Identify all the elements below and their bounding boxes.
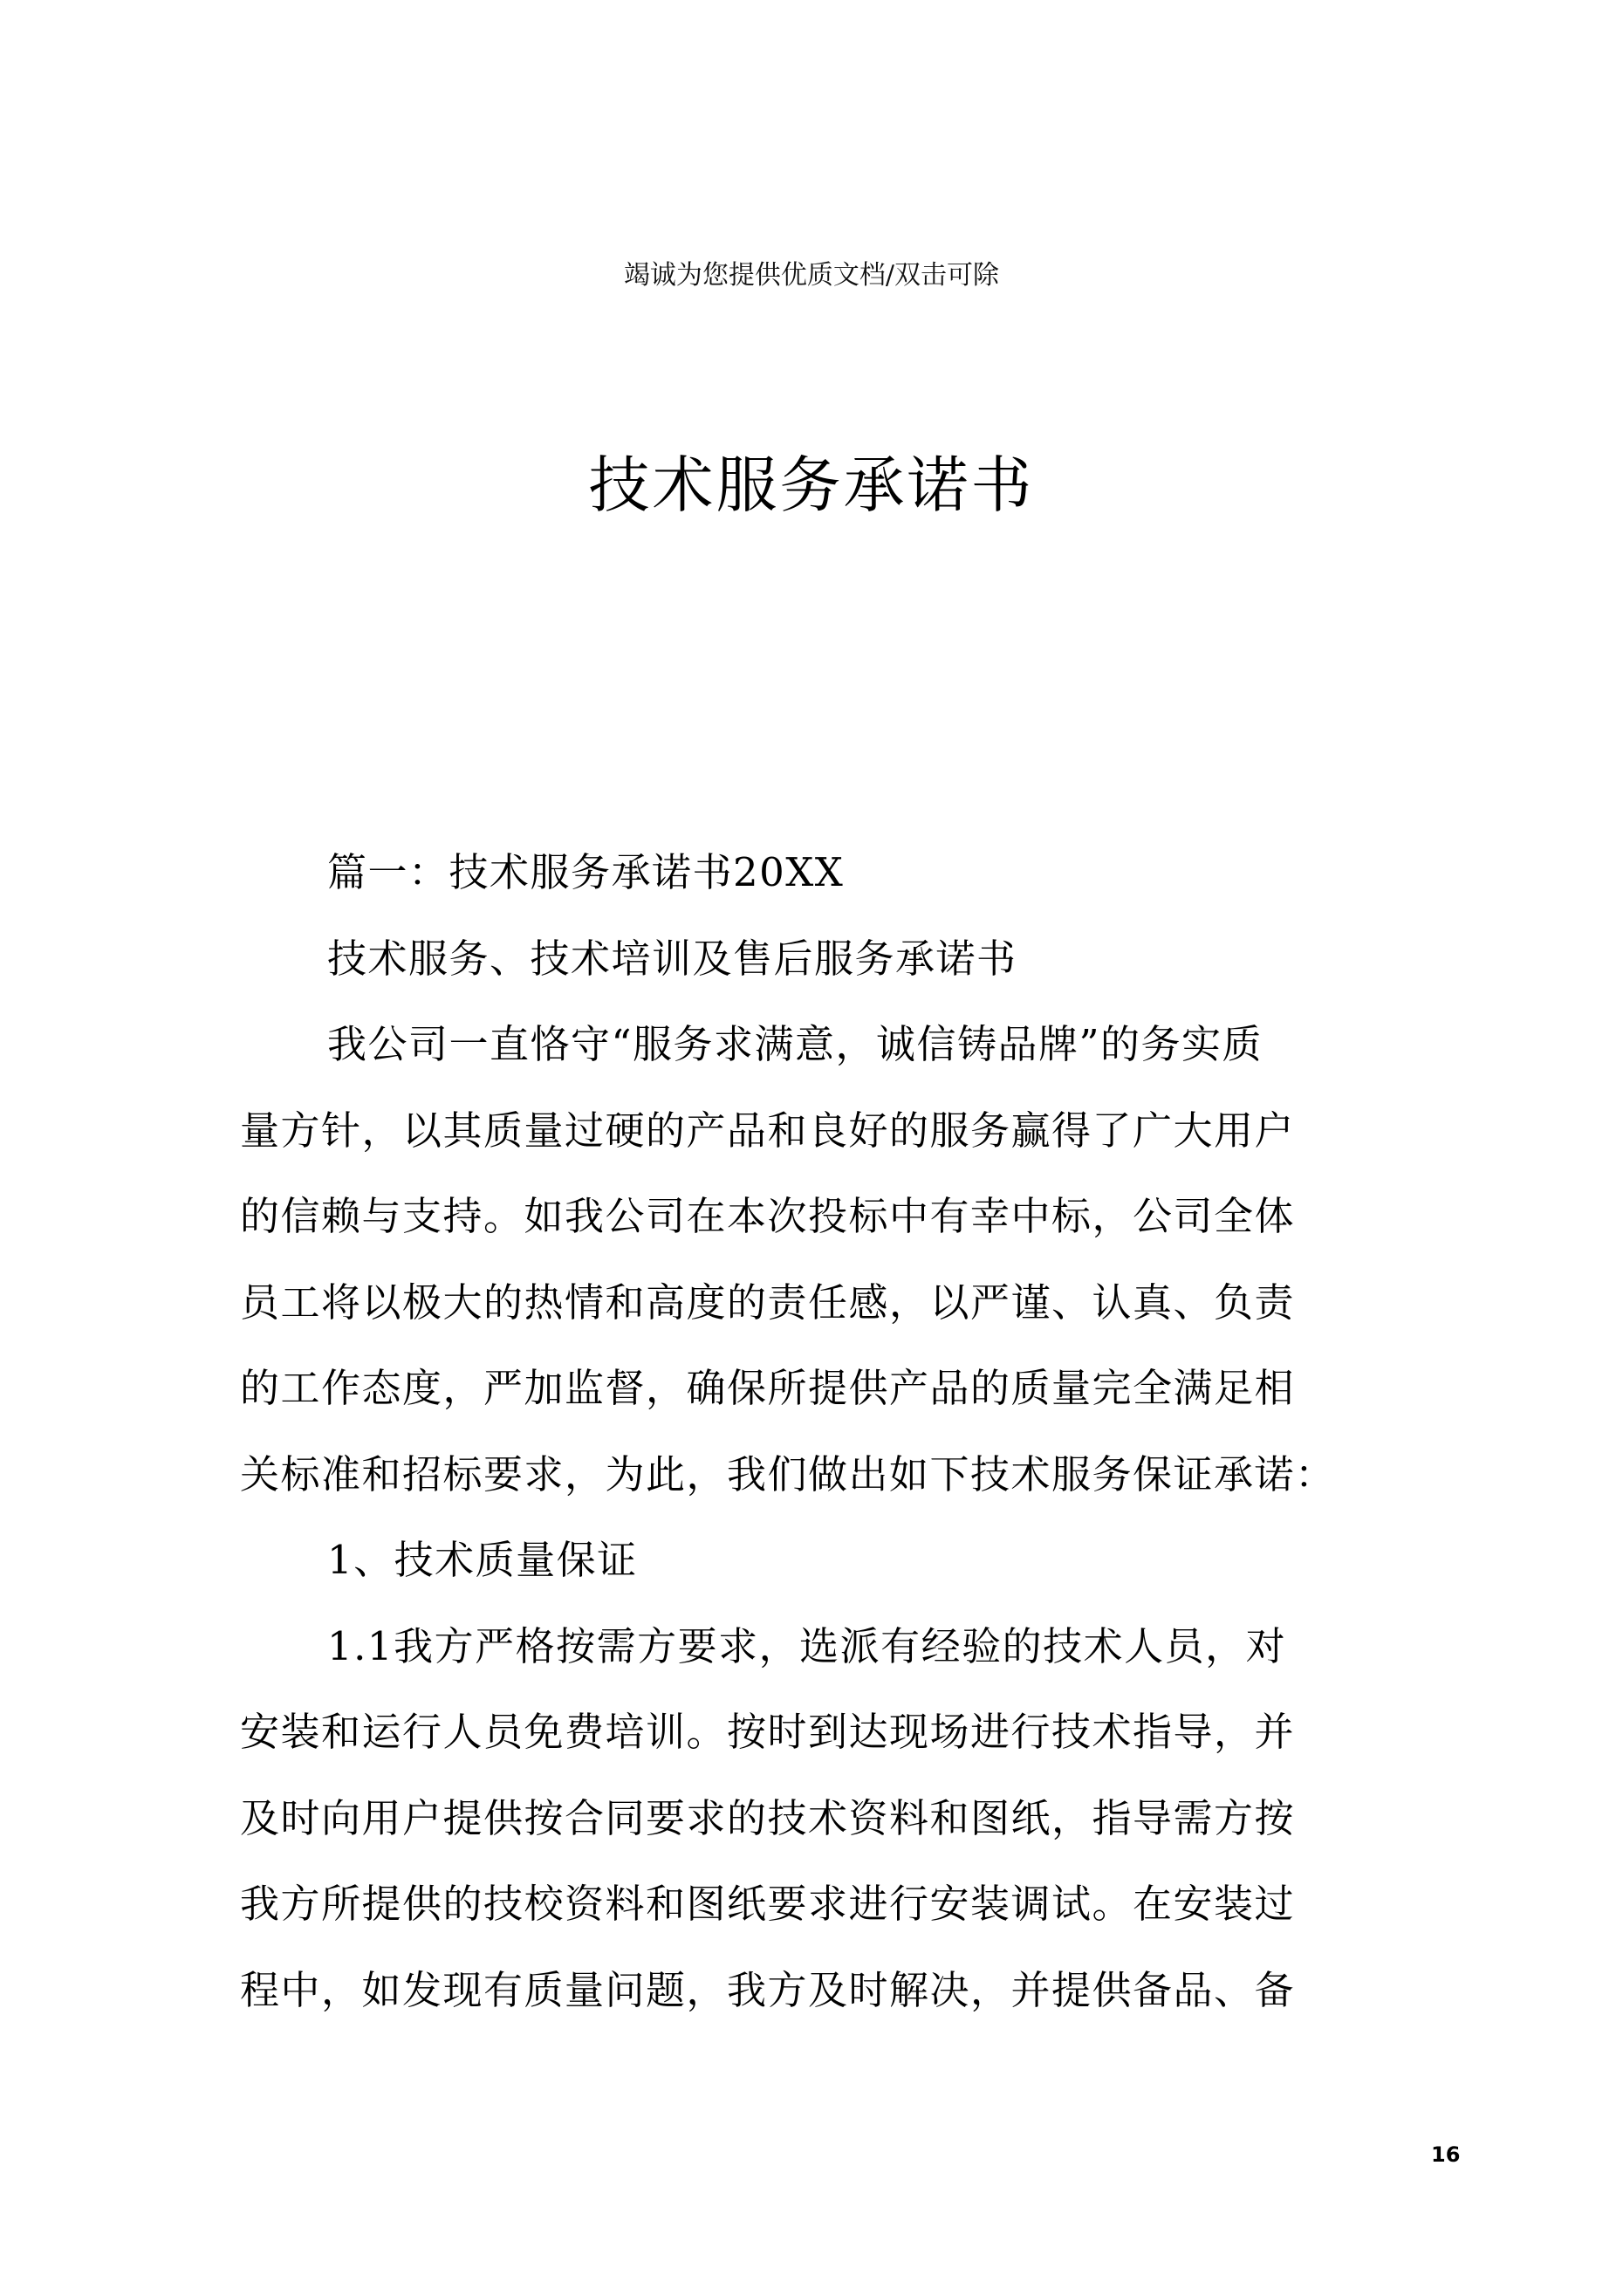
header-note: 竭诚为您提供优质文档/双击可除 <box>623 260 1000 291</box>
paragraph-line: 我公司一直恪守“服务求满意，诚信铸品牌”的务实质 <box>327 1021 1263 1067</box>
paragraph-line: 的信赖与支持。如我公司在本次投标中有幸中标，公司全体 <box>240 1193 1296 1239</box>
paragraph-line: 安装和运行人员免费培训。按时到达现场进行技术指导，并 <box>240 1709 1296 1755</box>
section-heading: 篇一：技术服务承诺书20XX <box>327 849 845 895</box>
page-number: 16 <box>1431 2142 1461 2167</box>
paragraph-line: 1.1我方严格按需方要求，选派有经验的技术人员，对 <box>327 1622 1287 1669</box>
paragraph-line: 的工作态度，严加监督，确保所提供产品的质量完全满足相 <box>240 1365 1296 1411</box>
paragraph-line: 量方针，以其质量过硬的产品和良好的服务赢得了广大用户 <box>240 1107 1296 1154</box>
document-body <box>240 842 1427 2046</box>
paragraph-line: 员工将以极大的热情和高度的责任感，以严谨、认真、负责 <box>240 1278 1296 1326</box>
numbered-heading: 1、技术质量保证 <box>327 1537 638 1583</box>
document-title: 技术服务承诺书 <box>588 449 1035 521</box>
subtitle-line: 技术服务、技术培训及售后服务承诺书 <box>327 935 1017 982</box>
paragraph-line: 及时向用户提供按合同要求的技术资料和图纸，指导需方按 <box>240 1794 1296 1841</box>
paragraph-line: 程中，如发现有质量问题，我方及时解决，并提供备品、备 <box>240 1966 1296 2013</box>
paragraph-line: 关标准和招标要求，为此，我们做出如下技术服务保证承诺： <box>240 1450 1336 1498</box>
paragraph-line: 我方所提供的技校资料和图纸要求进行安装调试。在安装过 <box>240 1881 1296 1927</box>
